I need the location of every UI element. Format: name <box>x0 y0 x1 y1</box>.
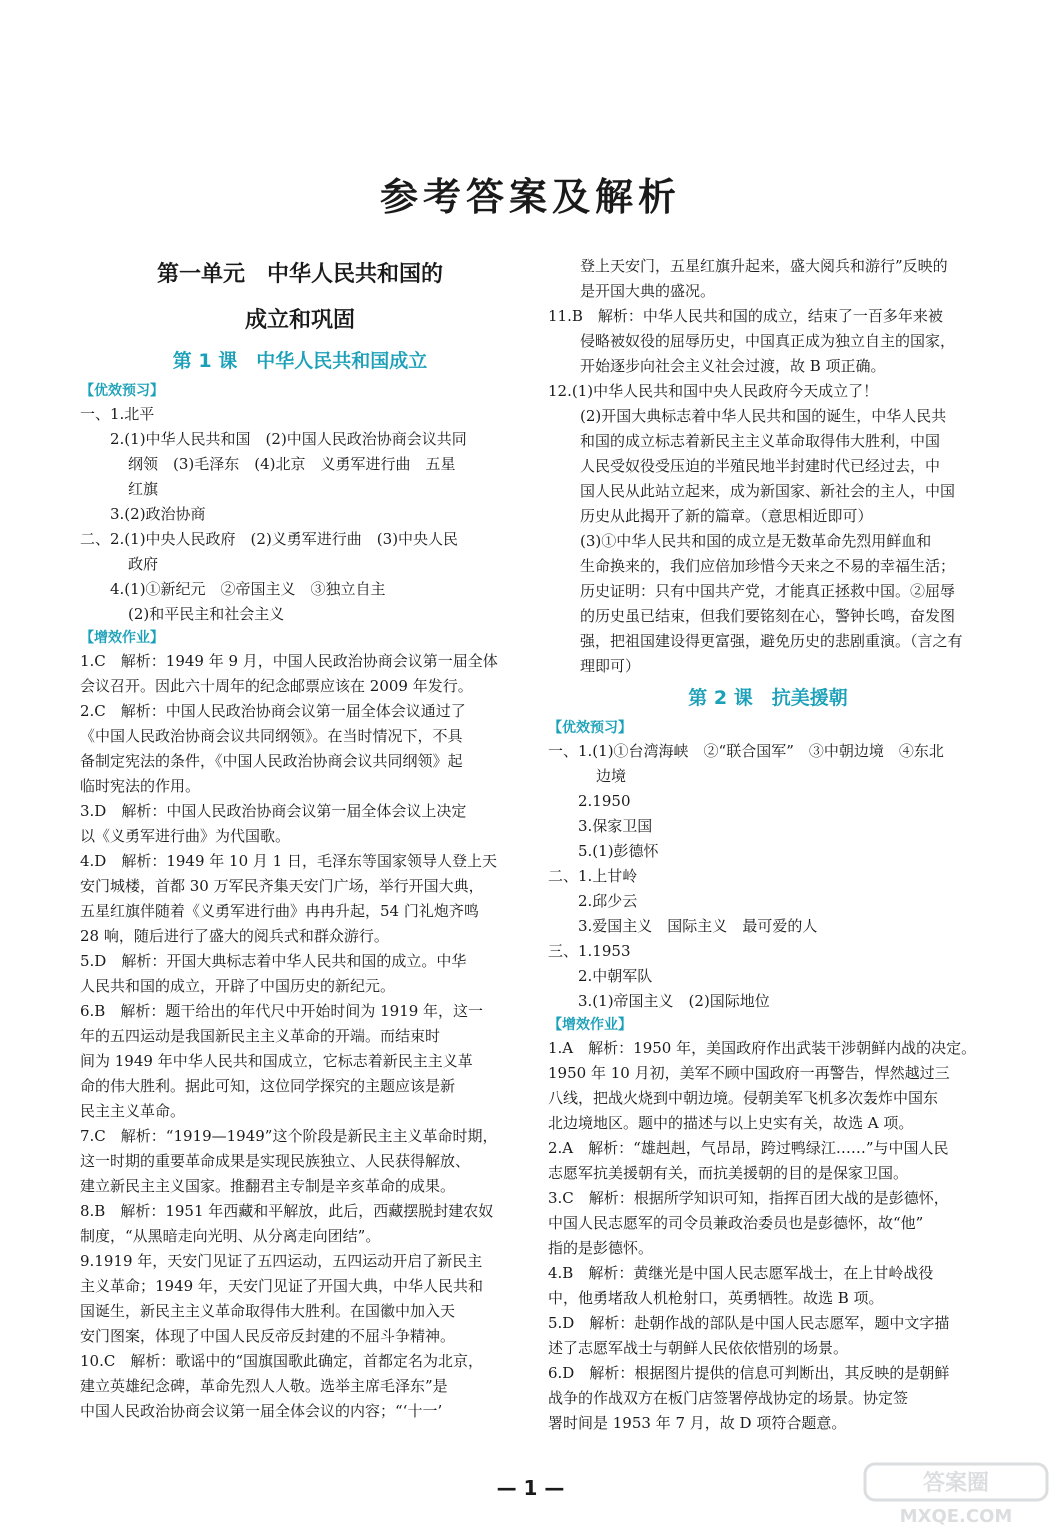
answer-line: 志愿军抗美援朝有关，而抗美援朝的目的是保家卫国。 <box>548 1164 909 1182</box>
answer-line: 制度，“从黑暗走向光明、从分离走向团结”。 <box>80 1227 381 1245</box>
lesson-2-title: 第 2 课 抗美援朝 <box>688 687 848 709</box>
unit-title <box>80 258 520 338</box>
answer-line: 9.1919 年，天安门见证了五四运动，五四运动开启了新民主 <box>80 1252 483 1270</box>
answer-line: 3.(1)帝国主义 (2)国际地位 <box>578 992 770 1010</box>
answer-line: 3.D 解析：中国人民政治协商会议第一届全体会议上决定 <box>80 802 467 820</box>
answer-line: 安门图案，体现了中国人民反帝反封建的不屈斗争精神。 <box>80 1327 456 1345</box>
answer-line: 7.C 解析：“1919—1949”这个阶段是新民主主义革命时期， <box>80 1127 498 1145</box>
answer-line: 4.B 解析：黄继光是中国人民志愿军战士，在上甘岭战役 <box>548 1264 934 1282</box>
answer-line: 侵略被奴役的屈辱历史，中国真正成为独立自主的国家， <box>580 332 956 350</box>
answer-line: 人民受奴役受压迫的半殖民地半封建时代已经过去，中 <box>580 457 941 475</box>
answer-line: 中国人民政治协商会议第一届全体会议的内容；“‘十一’ <box>80 1402 443 1420</box>
svg-text:MXQE.COM: MXQE.COM <box>899 1506 1013 1527</box>
answer-line: 国人民从此站立起来，成为新国家、新社会的主人，中国 <box>580 482 956 500</box>
answer-line: 2.A 解析：“雄赳赳，气昂昂，跨过鸭绿江……”与中国人民 <box>548 1139 949 1157</box>
answer-line: 政府 <box>128 555 159 573</box>
answer-line: 11.B 解析：中华人民共和国的成立，结束了一百多年来被 <box>548 307 943 325</box>
answer-line: 指的是彭德怀。 <box>548 1239 654 1257</box>
answer-line: 1.A 解析：1950 年，美国政府作出武装干涉朝鲜内战的决定。 <box>548 1039 977 1057</box>
answer-line: 3.(2)政治协商 <box>110 505 206 523</box>
answer-line: 临时宪法的作用。 <box>80 777 201 795</box>
answer-line: 5.(1)彭德怀 <box>578 842 659 860</box>
answer-line: 《中国人民政治协商会议共同纲领》。在当时情况下，不具 <box>80 727 463 745</box>
answer-line: 这一时期的重要革命成果是实现民族独立、人民获得解放、 <box>80 1152 471 1170</box>
answer-line: 间为 1949 年中华人民共和国成立，它标志着新民主主义革 <box>80 1052 473 1070</box>
answer-line: 人民共和国的成立，开辟了中国历史的新纪元。 <box>80 977 396 995</box>
answer-line: 备制定宪法的条件，《中国人民政治协商会议共同纲领》起 <box>80 752 463 770</box>
answer-line: 2.(1)中华人民共和国 (2)中国人民政治协商会议共同 <box>110 430 467 448</box>
answer-line: 国诞生，新民主主义革命取得伟大胜利。在国徽中加入天 <box>80 1302 456 1320</box>
page-title: 参考答案及解析 <box>379 175 681 219</box>
answer-line: 八线，把战火烧到中朝边境。侵朝美军飞机多次轰炸中国东 <box>548 1089 939 1107</box>
answer-line: 战争的作战双方在板门店签署停战协定的场景。协定签 <box>548 1389 909 1407</box>
answer-line: 2.邱少云 <box>578 892 638 910</box>
unit-title-line1: 第一单元 中华人民共和国的 <box>156 262 443 287</box>
answer-line: 2.1950 <box>578 792 631 810</box>
answer-line: 述了志愿军战士与朝鲜人民依依惜别的场景。 <box>548 1339 849 1357</box>
answer-line: 1.C 解析：1949 年 9 月，中国人民政治协商会议第一届全体 <box>80 652 498 670</box>
svg-text:答案圈: 答案圈 <box>922 1471 990 1496</box>
answer-line: 5.D 解析：开国大典标志着中华人民共和国的成立。中华 <box>80 952 467 970</box>
answer-line: 年的五四运动是我国新民主主义革命的开端。而结束时 <box>80 1027 441 1045</box>
answer-line: 边境 <box>596 767 627 785</box>
lesson-1-title: 第 1 课 中华人民共和国成立 <box>172 350 428 372</box>
answer-line: 一、1.北平 <box>80 405 155 423</box>
answer-line: 一、1.(1)①台湾海峡 ②“联合国军” ③中朝边境 ④东北 <box>548 742 944 760</box>
answer-line: 安门城楼，首都 30 万军民齐集天安门广场，举行开国大典， <box>80 877 484 895</box>
answer-line: 北边境地区。题中的描述与以上史实有关，故选 A 项。 <box>548 1114 914 1132</box>
homework-answers <box>548 1036 988 1436</box>
answer-line: 和国的成立标志着新民主主义革命取得伟大胜利，中国 <box>580 432 941 450</box>
answer-line: 6.D 解析：根据图片提供的信息可判断出，其反映的是朝鲜 <box>548 1364 950 1382</box>
answer-line: 6.B 解析：题干给出的年代尺中开始时间为 1919 年，这一 <box>80 1002 484 1020</box>
answer-line: 以《义勇军进行曲》为代国歌。 <box>80 827 291 845</box>
answer-line: 开始逐步向社会主义社会过渡，故 B 项正确。 <box>580 357 886 375</box>
answer-line: 五星红旗伴随着《义勇军进行曲》冉冉升起，54 门礼炮齐鸣 <box>80 902 479 920</box>
answer-line: 12.(1)中华人民共和国中央人民政府今天成立了！ <box>548 382 879 400</box>
answer-line: 红旗 <box>128 480 159 498</box>
answer-line: (2)开国大典标志着中华人民共和国的诞生，中华人民共 <box>580 407 947 425</box>
answer-line: (3)①中华人民共和国的成立是无数革命先烈用鲜血和 <box>580 532 932 550</box>
answer-line: 4.D 解析：1949 年 10 月 1 日，毛泽东等国家领导人登上天 <box>80 852 497 870</box>
answer-line: 28 响，随后进行了盛大的阅兵式和群众游行。 <box>80 927 389 945</box>
watermark-logo <box>861 1460 1051 1530</box>
answer-line: 二、2.(1)中央人民政府 (2)义勇军进行曲 (3)中央人民 <box>80 530 459 548</box>
answer-line: 1950 年 10 月初，美军不顾中国政府一再警告，悍然越过三 <box>548 1064 950 1082</box>
answer-line: 2.C 解析：中国人民政治协商会议第一届全体会议通过了 <box>80 702 466 720</box>
homework-tag: 【增效作业】 <box>80 630 164 646</box>
answer-line: 建立英雄纪念碑，革命先烈人人敬。选举主席毛泽东”是 <box>80 1377 448 1395</box>
answer-line: 署时间是 1953 年 7 月，故 D 项符合题意。 <box>548 1414 847 1432</box>
preview-tag: 【优效预习】 <box>80 383 164 399</box>
answer-line: 三、1.1953 <box>548 942 631 960</box>
answer-line: 登上天安门，五星红旗升起来，盛大阅兵和游行”反映的 <box>580 257 948 275</box>
answer-line: 强，把祖国建设得更富强，避免历史的悲剧重演。（言之有 <box>580 632 963 650</box>
answer-line: 主义革命；1949 年，天安门见证了开国大典，中华人民共和 <box>80 1277 483 1295</box>
answer-line: 二、1.上甘岭 <box>548 867 638 885</box>
answer-line: 理即可） <box>580 657 641 675</box>
answer-line: 10.C 解析：歌谣中的“国旗国歌此确定，首都定名为北京， <box>80 1352 484 1370</box>
answer-line: 纲领 (3)毛泽东 (4)北京 义勇军进行曲 五星 <box>128 455 456 473</box>
homework-answers <box>80 649 520 1424</box>
answer-line: 5.D 解析：赴朝作战的部队是中国人民志愿军，题中文字描 <box>548 1314 950 1332</box>
answer-line: 8.B 解析：1951 年西藏和平解放，此后，西藏摆脱封建农奴 <box>80 1202 494 1220</box>
preview-tag: 【优效预习】 <box>548 720 632 736</box>
answer-line: 是开国大典的盛况。 <box>580 282 716 300</box>
unit-title-line2: 成立和巩固 <box>244 308 355 333</box>
answer-line: 3.爱国主义 国际主义 最可爱的人 <box>578 917 818 935</box>
preview-answers <box>80 402 520 627</box>
answer-line: 历史从此揭开了新的篇章。（意思相近即可） <box>580 507 873 525</box>
left-column <box>80 254 520 1424</box>
answer-line: 命的伟大胜利。据此可知，这位同学探究的主题应该是新 <box>80 1077 456 1095</box>
right-column <box>548 254 988 1436</box>
preview-answers <box>548 739 988 1014</box>
answer-line: 建立新民主主义国家。推翻君主专制是辛亥革命的成果。 <box>80 1177 456 1195</box>
answer-line: 4.(1)①新纪元 ②帝国主义 ③独立自主 <box>110 580 386 598</box>
answer-line: 中，他勇堵敌人机枪射口，英勇牺牲。故选 B 项。 <box>548 1289 884 1307</box>
answer-line: 2.中朝军队 <box>578 967 653 985</box>
answer-line: 3.保家卫国 <box>578 817 653 835</box>
answer-line: 生命换来的，我们应倍加珍惜今天来之不易的幸福生活； <box>580 557 956 575</box>
homework-tag: 【增效作业】 <box>548 1017 632 1033</box>
answer-line: 的历史虽已结束，但我们要铭刻在心，警钟长鸣，奋发图 <box>580 607 956 625</box>
answer-line: 中国人民志愿军的司令员兼政治委员也是彭德怀，故“他” <box>548 1214 924 1232</box>
answer-line: (2)和平民主和社会主义 <box>128 605 285 623</box>
answer-line: 民主主义革命。 <box>80 1102 186 1120</box>
answer-line: 会议召开。因此六十周年的纪念邮票应该在 2009 年发行。 <box>80 677 473 695</box>
continued-answers <box>548 254 988 679</box>
page-number: — 1 — <box>496 1476 565 1500</box>
answer-line: 3.C 解析：根据所学知识可知，指挥百团大战的是彭德怀， <box>548 1189 949 1207</box>
answer-line: 历史证明：只有中国共产党，才能真正拯救中国。②屈辱 <box>580 582 956 600</box>
